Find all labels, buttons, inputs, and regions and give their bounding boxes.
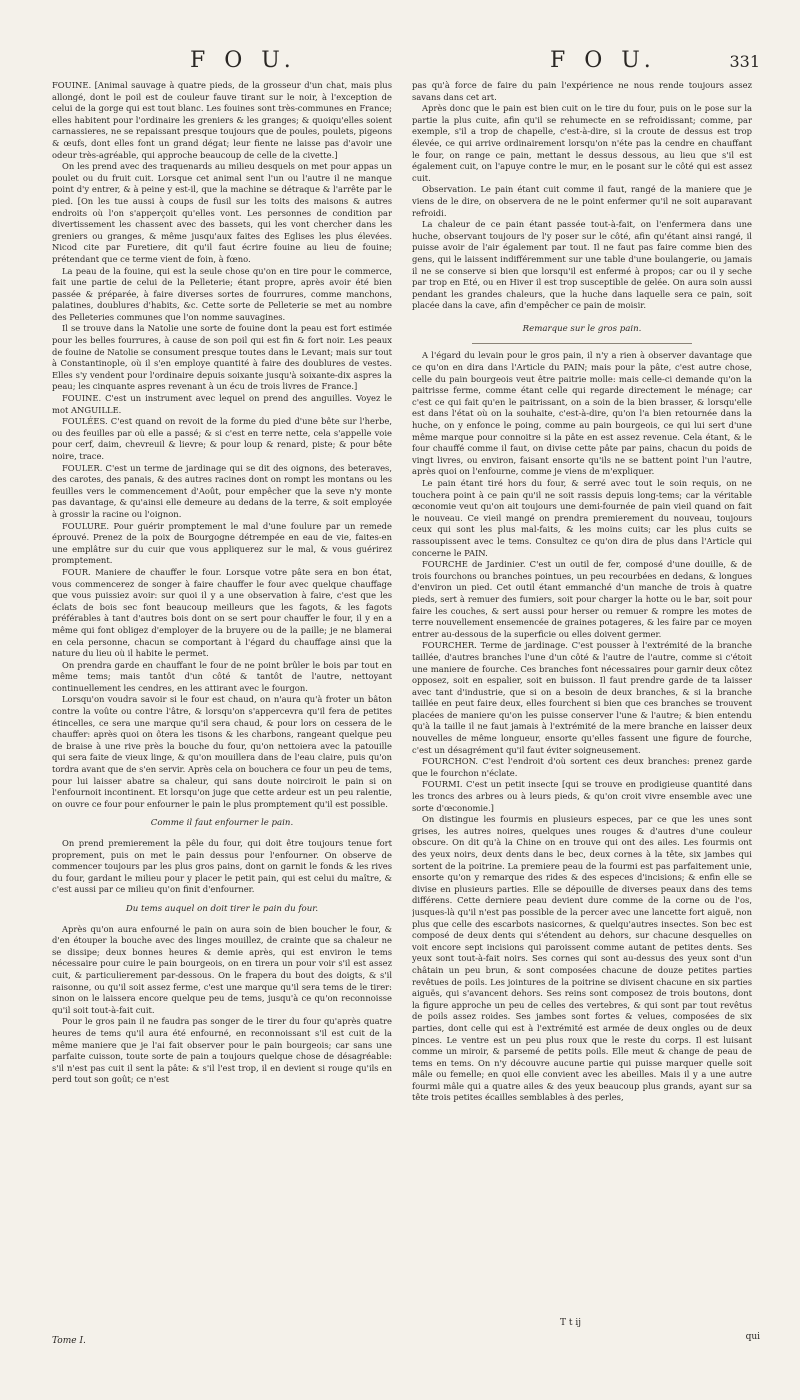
paragraph: La chaleur de ce pain étant passée tout-à-fait, on l'enfermera dans une huche, observant toujours de l'y poser sur le côté, afin qu'étant ainsi rangé, il puisse avoir de l'air également par tout. Il ne faut pas faire comme bien des gens, qui le laissent indifféremment sur une table d'une boulangerie, ou jamais il ne se conserve si bien que lorsqu'il est enfermé à propos; car ou il y seche par trop en Eté, ou en Hiver il est trop susceptible de gelée. On aura soin aussi pendant les grandes chaleurs, que la huche dans laquelle sera ce pain, soit placée dans la cave, afin d'empêcher ce pain de moisir. [412, 219, 752, 311]
heading-rule [472, 343, 692, 344]
paragraph: Pour le gros pain il ne faudra pas songer de le tirer du four qu'après quatre heures de tems qu'il aura été enfourné, en reconnoissant s'il est cuit de la même maniere que je l'ai fait observer pour le pain bourgeois; car sans une parfaite cuisson, toute sorte de pain a toujours quelque chose de désagréable: s'il n'est pas cuit il sent la pâte: & s'il l'est trop, il en devient si rouge qu'ils en perd tout son goût; ce n'est [52, 1016, 392, 1085]
right-column [412, 80, 752, 1370]
signature-mark: T t ij [560, 1318, 582, 1328]
paragraph: On distingue les fourmis en plusieurs especes, par ce que les unes sont grises, les autres noires, quelques unes rouges & d'autres d'une couleur obscure. On dit qu'à la Chine on en trouve qui ont des ailes. Les fourmis ont des yeux noirs, deux dents dans le bec, deux cornes à la tête, six jambes qui sortent de la poitrine. La premiere peau de la fourmi est pas parfaitement unie, ensorte qu'on y remarque des rides & des especes d'incisions; & enfin elle se divise en plusieurs parties. Elle se dépouille de diverses peaux dans des tems différens. Cette derniere peau devient dure comme de la corne ou de l'os, jusques-là qu'il n'est pas possible de la percer avec une lancette fort aiguë, non plus que celle des escarbots nasicornes, & quelqu'autres insectes. Son bec est composé de deux dents qui s'étendent au dehors, sur chacune desquelles on voit encore sept incisions qui paroissent comme autant de petites dents. Ses yeux sont tout-à-fait noirs. Ses cornes qui sont au-dessus des yeux sont d'un châtain un peu brun, & sont composées chacune de douze petites parties revêtues de poils. Les jointures de la poitrine se divisent chacune en six parties aiguës, qui s'avancent dehors. Ses reins sont composez de trois boutons, dont la figure approche un peu de celles des vertebres, & qui sont par tout revêtus de poils assez roides. Ses jambes sont fortes & velues, composées de six parties, dont celle qui est à l'extrémité est armée de deux ongles ou de deux pinces. Le ventre est un peu plus roux que le reste du corps. Il est luisant comme un miroir, & parsemé de petits poils. Elle meut & change de peau de tems en tems. On n'y découvre aucune partie qui puisse marquer quelle soit mâle ou femelle; en quoi elle convient avec les abeilles. Mais il y a une autre fourmi mâle qui a quatre ailes & des yeux beaucoup plus grands, ayant sur sa tête trois petites écailles semblables à des perles, [412, 814, 752, 1103]
left-column [52, 80, 392, 1370]
paragraph: pas qu'à force de faire du pain l'expérience ne nous rende toujours assez savans dans cet art. [412, 80, 752, 102]
paragraph: Le pain étant tiré hors du four, & serré avec tout le soin requis, on ne touchera point à ce pain qu'il ne soit rassis depuis long-tems; car la véritable œconomie veut qu'on ait toujours une demi-fournée de pain vieil quand on fait le nouveau. Ce vieil mangé on prendra premierement du nouveau, toujours ceux qui sont les plus mal-faits, & les moins cuits; car les plus cuits se rassoupissent avec le tems. Consultez ce qu'on dira de plus dans l'Article qui concerne le PAIN. [412, 478, 752, 558]
entry-foulees: FOULÉES. C'est quand on revoit de la forme du pied d'une bête sur l'herbe, ou des feuilles par où elle a passé; & si c'est en terre nette, cela s'appelle voie pour cerf, daim, chevreuil & lievre; & pour loup & renard, piste; & pour bête noire, trace. [52, 416, 392, 461]
entry-fourmi: FOURMI. C'est un petit insecte [qui se trouve en prodigieuse quantité dans les troncs des arbres ou à leurs pieds, & qu'on croit vivre ensemble avec une sorte d'œconomie.] [412, 779, 752, 813]
paragraph: On prendra garde en chauffant le four de ne point brûler le bois par tout en même tems; mais tantôt d'un côté & tantôt de l'autre, nettoyant continuellement les cendres, en les attirant avec le fourgon. [52, 659, 392, 693]
paragraph: Après qu'on aura enfourné le pain on aura soin de bien boucher le four, & d'en étouper la bouche avec des linges mouillez, de crainte que sa chaleur ne se dissipe; deux bonnes heures & demie après, qui est environ le tems nécessaire pour cuire le pain bourgeois, on en tirera un pour voir s'il est assez cuit, & particulierement par-dessous. On le frapera du bout des doigts, & s'il raisonne, ou qu'il soit assez ferme, c'est une marque qu'il sera tems de le tirer: sinon on le laissera encore quelque peu de tems, jusqu'à ce qu'on reconnoisse qu'il soit tout-à-fait cuit. [52, 923, 392, 1015]
paragraph: Lorsqu'on voudra savoir si le four est chaud, on n'aura qu'à froter un bâton contre la voûte ou contre l'âtre, & lorsqu'on s'appercevra qu'il fera de petites étincelles, ce sera une marque qu'il sera chaud, & pour lors on cessera de le chauffer: après quoi on ôtera les tisons & les charbons, rangeant quelque peu de braise à une rive près la bouche du four, qu'on nettoiera avec la patouille qui sera faite de vieux linge, & qu'on mouillera dans de l'eau claire, puis qu'on tordra avant que de s'en servir. Après cela on bouchera ce four un peu de tems, pour lui laisser abatre sa chaleur, qui sans doute noirciroit le pain si on l'enfournoit incontinent. Et lorsqu'on juge que cette ardeur est un peu ralentie, on ouvre ce four pour enfourner le pain le plus promptement qu'il est possible. [52, 694, 392, 809]
entry-fourche: FOURCHE de Jardinier. C'est un outil de fer, composé d'une douille, & de trois fourchons ou branches pointues, un peu recourbées en dedans, & longues d'environ un pied. Cet outil étant emmanché d'un manche de trois à quatre pieds, sert à remuer des fumiers, soit pour charger la hotte ou le bar, soit pour faire les couches, & sert aussi pour herser ou remuer & rompre les motes de terre nouvellement ensemencée de graines potageres, & les faire par ce moyen entrer au-dessous de la superficie ou elles doivent germer. [412, 559, 752, 639]
entry-foulure: FOULURE. Pour guérir promptement le mal d'une foulure par un remede éprouvé. Prenez de la poix de Bourgogne détrempée en eau de vie, faites-en une emplâtre sur du cuir que vous appliquerez sur le mal, & vous guérirez promptement. [52, 520, 392, 566]
paragraph: A l'égard du levain pour le gros pain, il n'y a rien à observer davantage que ce qu'on en dira dans l'Article du PAIN; mais pour la pâte, c'est autre chose, celle du pain bourgeois veut être paitrie molle: mais celle-ci demande qu'on la paitrisse ferme, comme étant celle qui regarde directement le ménage; car c'est ce qui fait qu'en le paitrissant, on a soin de la bien brasser, & lorsqu'elle est dans l'état où on la souhaite, c'est-à-dire, qu'on l'a bien retournée dans la huche, on y enfonce le poing, comme au pain bourgeois, ce qui lui sert d'une même marque pour connoitre si la pâte en est assez revenue. Cela étant, & le four chauffé comme il faut, on divise cette pâte par pains, chacun du poids de vingt livres, ou environ, faisant ensorte qu'ils ne se battent point l'un l'autre, après quoi on l'enfourne, comme je viens de m'expliquer. [412, 350, 752, 477]
entry-fouler: FOULER. C'est un terme de jardinage qui se dit des oignons, des beteraves, des carotes, des panais, & des autres racines dont on rompt les montans ou les feuilles vers le commencement d'Août, pour empêcher que la seve n'y monte pas davantage, & qu'ainsi elle demeure au dedans de la terre, & soit employée à grossir la racine ou l'oignon. [52, 462, 392, 519]
volume-label: Tome I. [52, 1336, 86, 1346]
entry-fouine-instrument: FOUINE. C'est un instrument avec lequel on prend des anguilles. Voyez le mot ANGUILLE. [52, 393, 392, 415]
paragraph: Observation. Le pain étant cuit comme il faut, rangé de la maniere que je viens de le dire, on observera de ne le point enfermer qu'il ne soit auparavant refroidi. [412, 184, 752, 218]
entry-fourcher: FOURCHER. Terme de jardinage. C'est pousser à l'extrémité de la branche taillée, d'autres branches l'une d'un côté & l'autre de l'autre, comme si c'étoit une maniere de fourche. Ces branches font nécessaires pour garnir deux côtez opposez, soit en espalier, soit en buisson. Il faut prendre garde de ta laisser avec tant d'industrie, que si on a besoin de deux branches, & si la branche taillée en peut faire deux, elles fourchent si bien que ces branches se trouvent placées de maniere qu'on les puisse conserver l'une & l'autre; & bien entendu qu'à la taille il ne faut jamais à l'extrémité de la mere branche en laisser deux nouvelles de même longueur, ensorte qu'elles fassent une figure de fourche, c'est un désagrément qu'il faut éviter soigneusement. [412, 640, 752, 755]
section-heading: Remarque sur le gros pain. [522, 323, 642, 334]
catchword: qui [745, 1332, 760, 1342]
running-head-right: F O U. [550, 48, 657, 73]
paragraph: La peau de la fouine, qui est la seule chose qu'on en tire pour le commerce, fait une partie de celui de la Pelleterie; étant propre, après avoir été bien passée & préparée, à faire diverses sortes de fourrures, comme manchons, palatines, doublures d'habits, &c. Cette sorte de Pelleterie se met au nombre des Pelleteries communes que l'on nomme sauvagines. [52, 265, 392, 322]
paragraph: On prend premierement la pêle du four, qui doit être toujours tenue fort proprement, puis on met le pain dessus pour l'enfourner. On observe de commencer toujours par les plus gros pains, dont on garnit le fonds & les rives du four, gardant le milieu pour y placer le petit pain, qui est celui du maître, & c'est aussi par ce milieu qu'on finit d'enfourner. [52, 838, 392, 895]
section-heading: Du tems auquel on doit tirer le pain du four. [125, 903, 319, 914]
page-number: 331 [729, 52, 760, 71]
entry-fouine: FOUINE. [Animal sauvage à quatre pieds, de la grosseur d'un chat, mais plus allongé, dont le poil est de couleur fauve tirant sur le noir, à l'exception de celui de la gorge qui est tout blanc. Les fouines sont très-communes en France; elles habitent pour l'ordinaire les greniers & les granges; & quoiqu'elles soient carnassieres, ne se repaissant presque toujours que de poules, poulets, pigeons & œufs, dont elles font un grand dégat; leur fiente ne laisse pas d'avoir une odeur très-agréable, qui approche beaucoup de celle de la civette.] [52, 80, 392, 160]
entry-fourchon: FOURCHON. C'est l'endroit d'où sortent ces deux branches: prenez garde que le fourchon n'éclate. [412, 756, 752, 778]
entry-four: FOUR. Maniere de chauffer le four. Lorsque votre pâte sera en bon état, vous commencerez de songer à faire chauffer le four avec quelque chauffage que vous puissiez avoir: sur quoi il y a une observation à faire, c'est que les éclats de bois sec font beaucoup meilleurs que les fagots, & les fagots préférables à tant d'autres bois dont on se sert pour chauffer le four, il y en a même qui font obligez d'employer de la bruyere ou de la paille; je ne blamerai en cela personne, chacun se comportant à l'égard du chauffage ainsi que la nature du lieu où il habite le permet. [52, 566, 392, 659]
running-head [40, 48, 760, 76]
paragraph: Après donc que le pain est bien cuit on le tire du four, puis on le pose sur la partie la plus cuite, afin qu'il se rehumecte en se refroidissant; comme, par exemple, s'il a trop de chapelle, c'est-à-dire, si la croute de dessus est trop élevée, ce qui arrive ordinairement lorsqu'on n'éte pas la cendre en chauffant le four, on range ce pain, mettant le dessus dessous, au lieu que s'il est également cuit, on l'apuye contre le mur, en le posant sur le côté qui est assez cuit. [412, 103, 752, 183]
paragraph: Il se trouve dans la Natolie une sorte de fouine dont la peau est fort estimée pour les belles fourrures, à cause de son poil qui est fin & fort noir. Les peaux de fouine de Natolie se consument presque toutes dans le Levant; mais sur tout à Constantinople, où il s'en employe quantité à faire des doublures de vestes. Elles s'y vendent pour l'ordinaire depuis soixante jusqu'à soixante-dix aspres la peau; les cinquante aspres revenant à un écu de trois livres de France.] [52, 323, 392, 392]
section-heading: Comme il faut enfourner le pain. [150, 818, 294, 829]
paragraph: On les prend avec des traquenards au milieu desquels on met pour appas un poulet ou du fruit cuit. Lorsque cet animal sent l'un ou l'autre il ne manque point d'y entrer, & à peine y est-il, que la machine se détraque & l'arrête par le pied. [On les tue aussi à coups de fusil sur les toits des maisons & autres endroits où l'on s'apperçoit qu'elles vont. Les personnes de condition par divertissement les chassent avec des bassets, qui les vont chercher dans les greniers ou granges, & même jusqu'aux faites des Eglises les plus élevées. Nicod cite par Furetiere, dit qu'il faut écrire fouine au lieu de fouine; prétendant que ce terme vient de foin, à fœno. [52, 161, 392, 264]
running-head-left: F O U. [190, 48, 297, 73]
